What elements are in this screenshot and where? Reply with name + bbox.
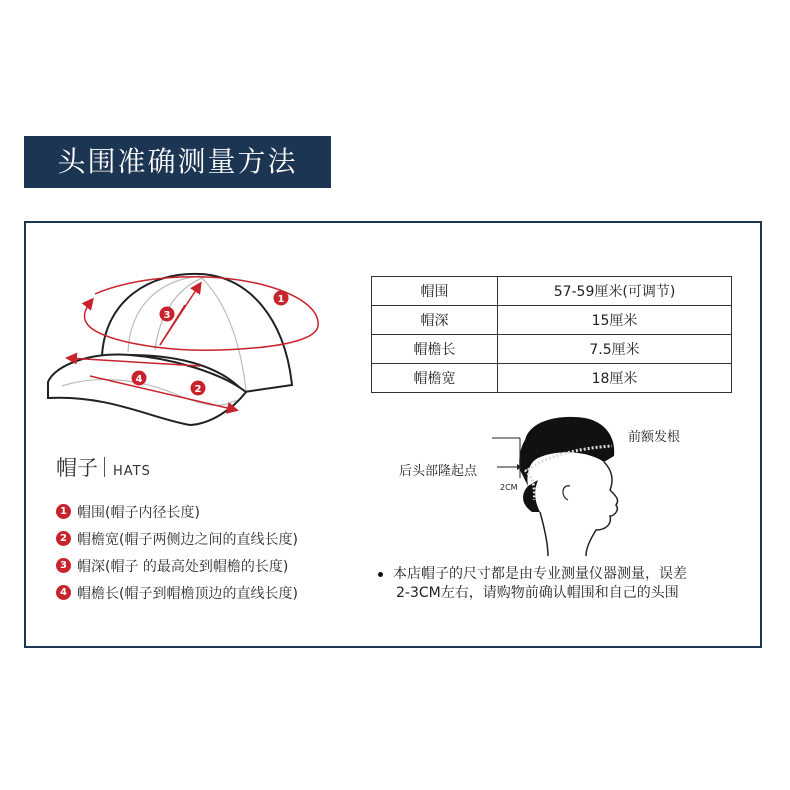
- table-row: [372, 277, 732, 306]
- table-row: [372, 335, 732, 364]
- callout-1: [274, 291, 289, 306]
- remark-line-2: 2-3CM左右，请购物前确认帽围和自己的头围: [396, 585, 679, 601]
- cap-diagram: [36, 262, 336, 437]
- size-value: 18厘米: [498, 364, 732, 393]
- callout-3: [160, 307, 175, 322]
- size-value: 7.5厘米: [498, 335, 732, 364]
- note-text: 帽围(帽子内径长度): [77, 504, 200, 521]
- hats-heading-cn: 帽子: [56, 456, 98, 480]
- note-number: 3: [56, 558, 71, 573]
- svg-text:2: 2: [194, 384, 202, 395]
- hats-heading-en: HATS: [113, 464, 151, 479]
- note-number: 4: [56, 585, 71, 600]
- remark-line-1: 本店帽子的尺寸都是由专业测量仪器测量，误差: [393, 566, 687, 582]
- note-item: [56, 579, 298, 606]
- svg-text:4: 4: [135, 374, 143, 385]
- head-diagram: [395, 410, 645, 560]
- callout-2: [191, 381, 206, 396]
- size-table: [371, 276, 732, 393]
- bullet-icon: [378, 572, 383, 577]
- size-label: 帽檐宽: [372, 364, 498, 393]
- hats-heading: [56, 452, 151, 482]
- head-face: [586, 462, 618, 556]
- svg-text:3: 3: [163, 310, 171, 321]
- note-item: [56, 552, 298, 579]
- note-item: [56, 525, 298, 552]
- note-text: 帽檐长(帽子到帽檐顶边的直线长度): [77, 585, 298, 602]
- label-front-hairline: 前额发根: [628, 430, 681, 445]
- table-row: [372, 306, 732, 335]
- note-item: [56, 498, 298, 525]
- hats-divider: [104, 457, 105, 477]
- note-text: 帽深(帽子 的最高处到帽檐的长度): [77, 558, 289, 575]
- measurement-remark: [378, 565, 758, 603]
- size-value: 57-59厘米(可调节): [498, 277, 732, 306]
- head-hair: [519, 417, 614, 486]
- svg-text:1: 1: [277, 294, 285, 305]
- size-label: 帽深: [372, 306, 498, 335]
- size-label: 帽檐长: [372, 335, 498, 364]
- size-value: 15厘米: [498, 306, 732, 335]
- label-back-point: 后头部隆起点: [399, 464, 478, 479]
- note-text: 帽檐宽(帽子两侧边之间的直线长度): [77, 531, 298, 548]
- label-2cm: 2CM: [500, 483, 518, 492]
- table-row: [372, 364, 732, 393]
- page-title: 头围准确测量方法: [24, 136, 331, 188]
- size-label: 帽围: [372, 277, 498, 306]
- note-number: 2: [56, 531, 71, 546]
- callout-4: [132, 371, 147, 386]
- measurement-notes: [56, 498, 298, 606]
- note-number: 1: [56, 504, 71, 519]
